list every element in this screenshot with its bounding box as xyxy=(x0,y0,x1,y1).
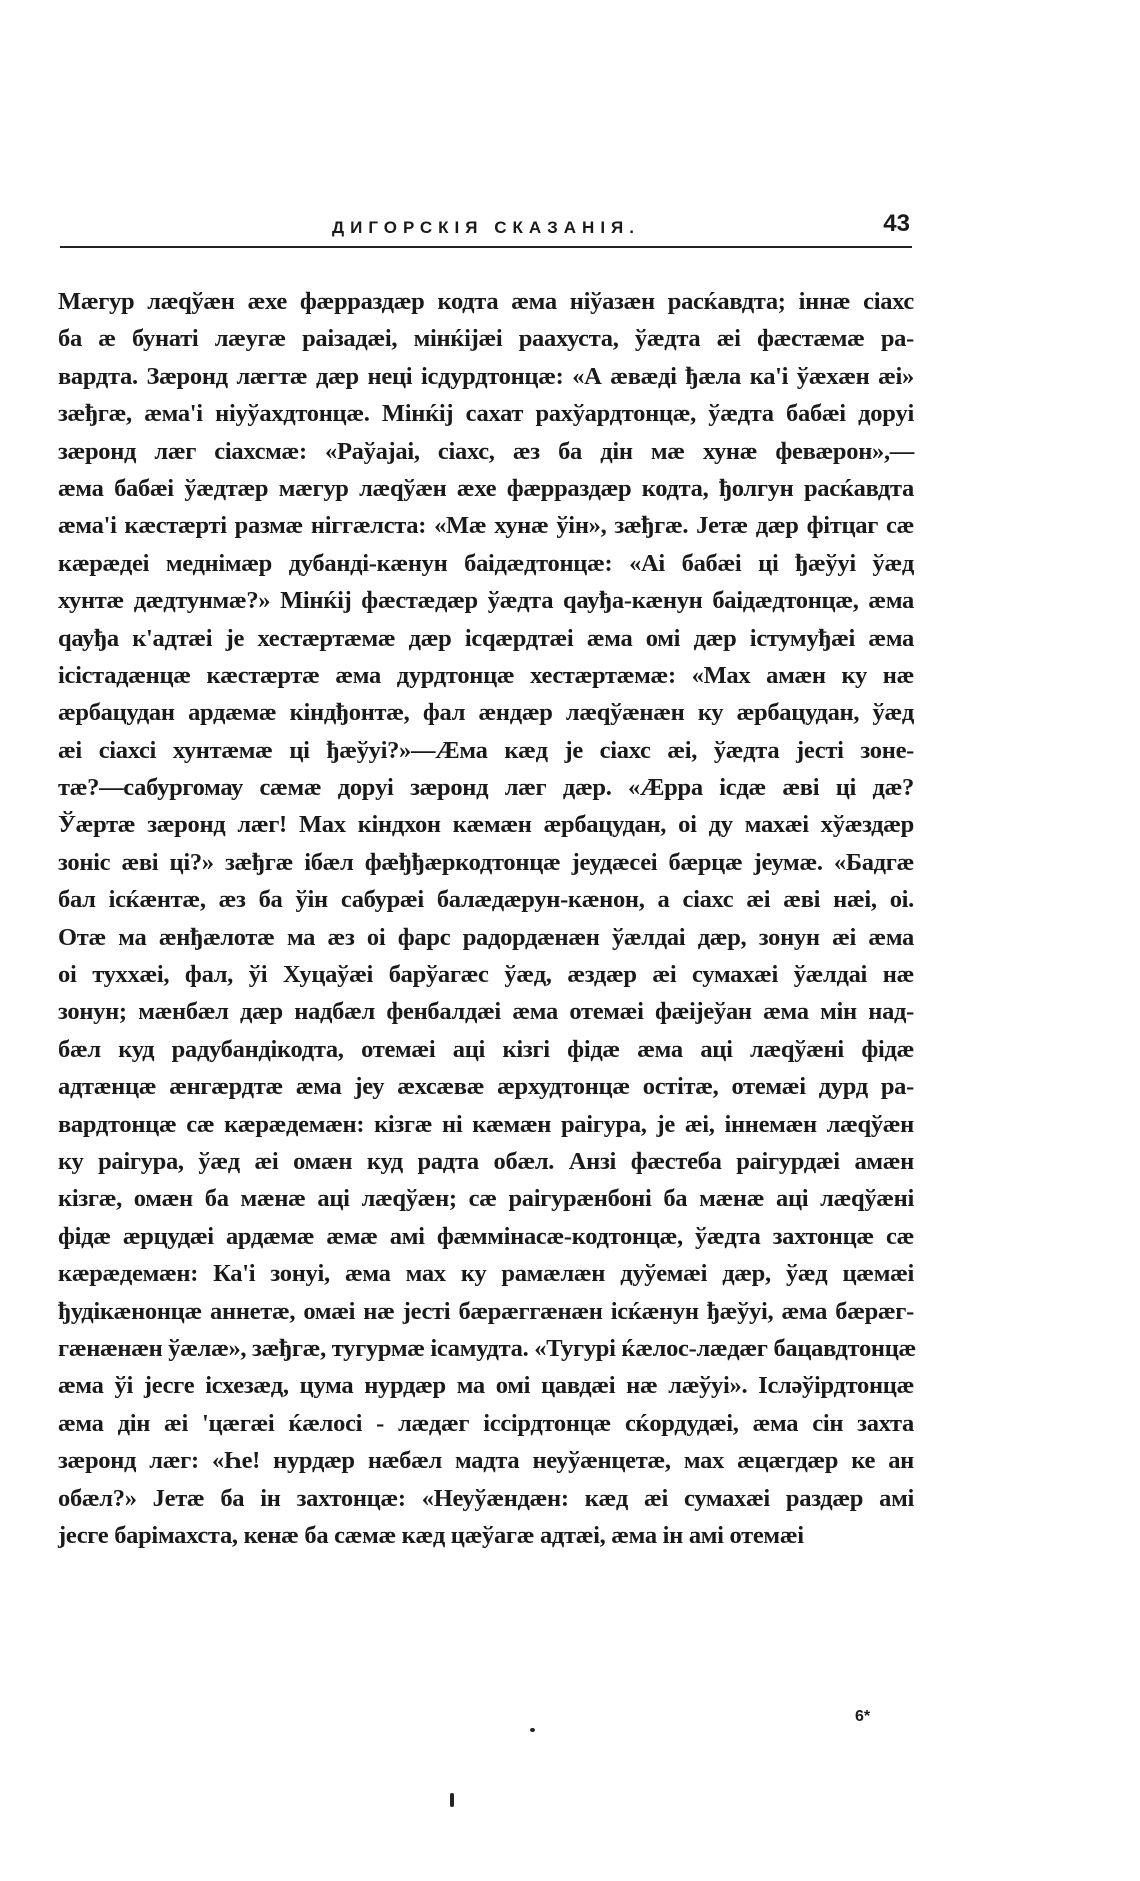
text-line: зоніс æві ці?» зæђгæ ібæл фæђђæркодтонцæ јеудæсеі бæрцæ јеумæ. «Бадгæ xyxy=(58,848,914,876)
print-speck xyxy=(530,1728,535,1732)
signature-mark: 6* xyxy=(855,1708,871,1725)
text-line: фідæ æрцудæі ардæмæ æмæ амі фæммінасæ-кодтонцæ, ўæдта захтонцæ сæ xyxy=(58,1222,914,1250)
text-line: æма ўі јесге ісхезæд, цума нурдæр ма омі цавдæі нæ лæўуі». Ісләўірдтонцæ xyxy=(58,1372,914,1400)
text-line: обæл?» Јетæ ба ін захтонцæ: «Неуўæндæн: кæд æі сумахæі раздæр амі xyxy=(58,1484,914,1512)
text-line: Отæ ма æнђæлотæ ма æз оі фарс радордæнæн ўæлдаі дæр, зонун æі æма xyxy=(58,923,914,951)
header-rule xyxy=(60,246,912,248)
print-speck xyxy=(450,1793,454,1807)
text-line: ісістадæнцæ кæстæртæ æма дурдтонцæ хестæртæмæ: «Мах амæн ку нæ xyxy=(58,661,914,689)
text-line: ба æ бунаті лæугæ раізадæі, мінќіјæі раахуста, ўæдта æі фæстæмæ ра- xyxy=(58,325,914,353)
text-line: æі сiахсі хунтæмæ ці ђæўуі?»—Æма кæд је сiахс æі, ўæдта јесті зоне- xyxy=(58,736,914,764)
text-line: адтæнцæ æнгæрдтæ æма јеу æхсæвæ æрхудтонцæ остітæ, отемæі дурд ра- xyxy=(58,1073,914,1101)
text-line: Ўæртæ зæронд лæг! Мах кіндхон кæмæн æрбацудан, оі ду махæі хўæздæр xyxy=(58,811,914,839)
running-title: ДИГОРСКІЯ СКАЗАНІЯ. xyxy=(332,218,640,237)
text-line: оі туххæі, фал, ўі Хуцаўæі барўагæс ўæд, æздæр æі сумахæі ўæлдаі нæ xyxy=(58,961,914,989)
text-line: кізгæ, омæн ба мæнæ аці лæqўæн; сæ раігурæнбоні ба мæнæ аці лæqўæні xyxy=(58,1185,914,1213)
text-line: вардтонцæ сæ кæрæдемæн: кізгæ ні кæмæн раігура, је æі, іннемæн лæqўæн xyxy=(58,1110,914,1138)
text-line: æма бабæі ўæдтæр мæгур лæqўæн æхе фæрраздæр кодта, ђолгун расќавдта xyxy=(58,474,914,502)
text-line: тæ?—сабургомау сæмæ дорyі зæронд лæг дæр. «Ӕрра ісдæ æві ці дæ? xyxy=(58,774,914,802)
text-line: вардта. Зæронд лæгтæ дæр нецi ісдурдтонцæ: «А æвæді ђæла ка'і ўæхæн æі» xyxy=(58,362,914,390)
text-line: кæрæдеі меднімæр дубанді-кæнун баідæдтонцæ: «Аі бабæі ці ђæўуі ўæд xyxy=(58,549,914,577)
text-line: бæл куд радубандікодта, отемæі аці кізгі фідæ æма аці лæqўæні фідæ xyxy=(58,1035,914,1063)
text-line: Мæгур лæqўæн æхе фæрраздæр кодта æма ніўазæн расќавдта; іннæ сіахс xyxy=(58,288,914,315)
text-line: æма дін æі 'цæгæі ќæлосі - лæдæг ісcірдтонцæ сќордудæі, æма сін захта xyxy=(58,1409,914,1437)
text-line: јесге барімахста, кенæ ба сæмæ кæд цæўагæ адтæі, æма ін амі отемæі xyxy=(58,1521,804,1549)
text-line: qауђа к'адтæі је хестæртæмæ дæр ісqæрдтæі æма омі дæр істумуђæі æма xyxy=(58,624,914,652)
text-line: æрбацудан ардæмæ кіндђонтæ, фал æндæр лæqўæнæн ку æрбацудан, ўæд xyxy=(58,699,914,727)
text-line: зонун; мæнбæл дæр надбæл фенбалдæі æма отемæі фæіјеўан æма мін над- xyxy=(58,998,914,1026)
running-head xyxy=(60,210,912,248)
text-line: ђудікæнонцæ аннетæ, омæі нæ јесті бæрæггæнæн ісќæнун ђæўуі, æма бæрæг- xyxy=(58,1297,914,1325)
text-line: зæронд лæг сiахсмæ: «Раўајаі, сiахс, æз ба дін мæ хунæ февæрон»,— xyxy=(58,437,914,465)
text-line: зæђгæ, æма'і ніуўахдтонцæ. Мінќіј сахат рахўардтонцæ, ўæдта бабæі дорyі xyxy=(58,400,914,428)
text-line: кæрæдемæн: Ка'і зонуі, æма мах ку рамæлæн дуўемæі дæр, ўæд цæмæі xyxy=(58,1260,914,1288)
text-line: ку раігура, ўæд æі омæн куд радта обæл. Анзі фæстеба раігурдæі амæн xyxy=(58,1147,914,1175)
body-text xyxy=(58,283,914,1554)
text-line: хунтæ дæдтунмæ?» Мінќіј фæстæдæр ўæдта qауђа-кæнун баідæдтонцæ, æма xyxy=(58,587,914,615)
text-line: æма'і кæстæрті размæ ніггæлста: «Мæ хунæ ўін», зæђгæ. Јетæ дæр фітцаг сæ xyxy=(58,512,914,540)
text-line: гæнæнæн ўæлæ», зæђгæ, тугурмæ ісамудта. «Тугурі ќæлос-лæдæг бацавдтонцæ xyxy=(58,1334,916,1362)
page-number: 43 xyxy=(883,210,910,237)
text-line: бал ісќæнтæ, æз ба ўін сабурæі балæдæрун-кæнон, а сiахс æі æві нæі, оі. xyxy=(58,886,914,914)
text-line: зæронд лæг: «Һе! нурдæр нæбæл мадта неуўæнцетæ, мах æцæгдæр ке ан xyxy=(58,1447,914,1475)
